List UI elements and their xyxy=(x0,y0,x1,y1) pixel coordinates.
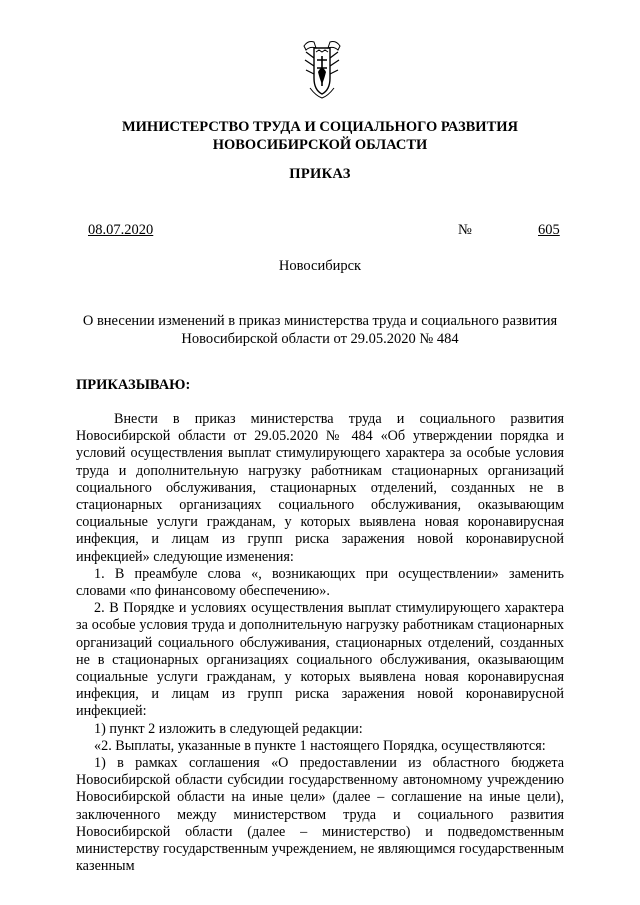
subject-line-1: О внесении изменений в приказ министерства труда и социального развития xyxy=(82,313,558,329)
order-subject xyxy=(0,312,640,348)
prikazyvayu-heading: ПРИКАЗЫВАЮ: xyxy=(76,377,191,393)
order-number: 605 xyxy=(538,222,560,238)
body-paragraph-4: 1) пункт 2 изложить в следующей редакции: xyxy=(94,720,363,737)
order-body xyxy=(76,411,564,875)
city-name: Новосибирск xyxy=(278,258,362,274)
order-date: 08.07.2020 xyxy=(88,222,154,238)
body-paragraph-6: 1) в рамках соглашения «О предоставлении из областного бюджета Новосибирской области субсидии государственному автономному учреждению Новосибирской области на иные цели» (далее – соглашение на иные цели), заключенного между министерством труда и социального развития Новосибирской области (далее – министерство) и подведомственным министерству государственным учреждением, не являющимся государственным казенным xyxy=(76,755,564,875)
body-paragraph-2: 1. В преамбуле слова «, возникающих при осуществлении» заменить словами «по финансовому обеспечению». xyxy=(76,565,564,600)
body-paragraph-1: Внести в приказ министерства труда и социального развития Новосибирской области от 29.05.2020 № 484 «Об утверждении порядка и условий осуществления выплат стимулирующего характера за особые условия труда и дополнительную нагрузку работникам стационарных организаций социального обслуживания, стационарных отделений, созданных не в стационарных организациях социального обслуживания, оказывающим социальные услуги гражданам, у которых выявлена новая коронавирусная инфекция, и лицам из групп риска заражения новой коронавирусной инфекцией» следующие изменения: xyxy=(76,411,564,565)
order-title: ПРИКАЗ xyxy=(289,166,351,182)
subject-line-2: Новосибирской области от 29.05.2020 № 484 xyxy=(181,331,459,347)
ministry-line-2: НОВОСИБИРСКОЙ ОБЛАСТИ xyxy=(212,137,428,153)
ministry-name xyxy=(0,118,640,154)
number-sign: № xyxy=(458,222,472,238)
coat-of-arms-emblem xyxy=(302,38,342,100)
body-paragraph-3: 2. В Порядке и условиях осуществления выплат стимулирующего характера за особые условия труда и дополнительную нагрузку работникам стационарных организаций социального обслуживания, стационарных отделений, созданных не в стационарных организациях социального обслуживания, оказывающим социальные услуги гражданам, у которых выявлена новая коронавирусная инфекция, и лицам из групп риска заражения новой коронавирусной инфекцией: xyxy=(76,600,564,720)
ministry-line-1: МИНИСТЕРСТВО ТРУДА И СОЦИАЛЬНОГО РАЗВИТИЯ xyxy=(121,119,519,135)
body-paragraph-5: «2. Выплаты, указанные в пункте 1 настоящего Порядка, осуществляются: xyxy=(94,737,546,754)
